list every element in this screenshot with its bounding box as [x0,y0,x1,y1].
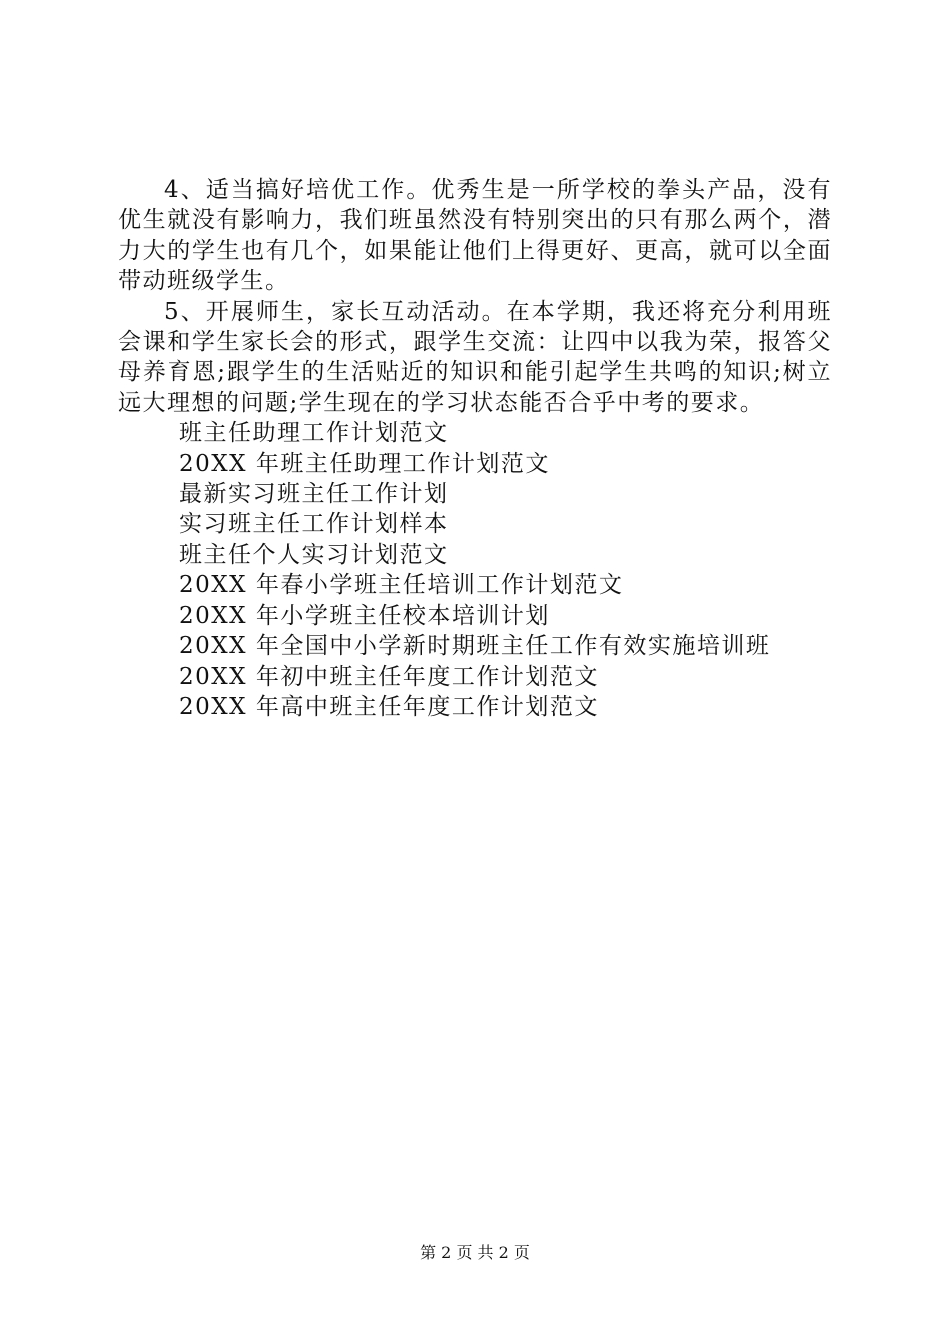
related-article-link[interactable]: 20XX 年小学班主任校本培训计划 [179,602,550,629]
paragraph-5-teacher-parent-interaction: 5、开展师生，家长互动活动。在本学期，我还将充分利用班会课和学生家长会的形式，跟学生交流：让四中以我为荣，报答父母养育恩;跟学生的生活贴近的知识和能引起学生共鸣的知识;树立远大理想的问题;学生现在的学习状态能否合乎中考的要求。 [118,298,832,416]
paragraph-4-top-students: 4、适当搞好培优工作。优秀生是一所学校的拳头产品，没有优生就没有影响力，我们班虽然没有特别突出的只有那么两个，潜力大的学生也有几个，如果能让他们上得更好、更高，就可以全面带动班级学生。 [118,177,832,295]
related-article-link[interactable]: 实习班主任工作计划样本 [179,511,449,538]
related-article-link[interactable]: 20XX 年全国中小学新时期班主任工作有效实施培训班 [179,633,771,660]
related-article-link[interactable]: 最新实习班主任工作计划 [179,481,449,508]
document-body [118,175,832,722]
related-article-link[interactable]: 班主任助理工作计划范文 [179,420,449,447]
related-article-link[interactable]: 20XX 年春小学班主任培训工作计划范文 [179,572,624,599]
page-number: 第 2 页 共 2 页 [420,1243,530,1262]
page-footer [0,1243,950,1263]
related-article-link[interactable]: 20XX 年初中班主任年度工作计划范文 [179,663,599,690]
related-articles-list [118,418,832,722]
related-article-link[interactable]: 20XX 年班主任助理工作计划范文 [179,450,550,477]
related-article-link[interactable]: 20XX 年高中班主任年度工作计划范文 [179,693,599,720]
related-article-link[interactable]: 班主任个人实习计划范文 [179,541,449,568]
